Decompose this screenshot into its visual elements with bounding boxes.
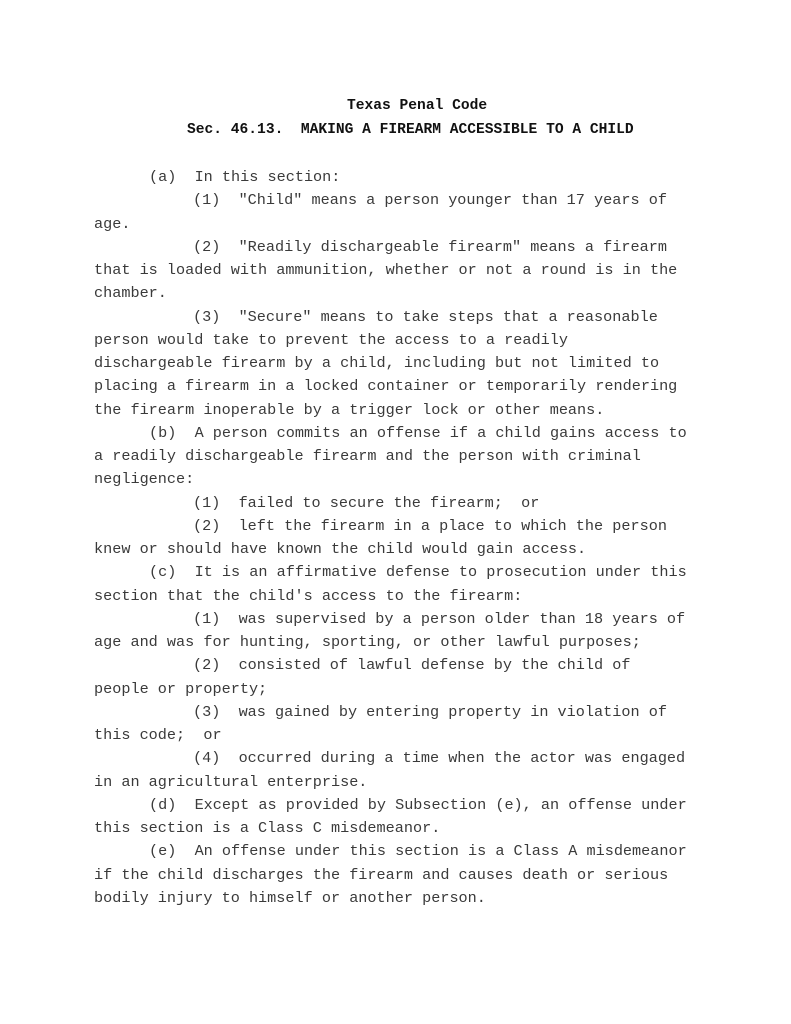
- text-line: (3) was gained by entering property in violation of: [193, 702, 667, 721]
- text-line: in an agricultural enterprise.: [94, 772, 368, 791]
- text-line: (3) "Secure" means to take steps that a reasonable: [193, 307, 658, 326]
- text-line: placing a firearm in a locked container or temporarily rendering: [94, 377, 678, 396]
- text-line: section that the child's access to the firearm:: [94, 586, 523, 605]
- text-line: (2) left the firearm in a place to which the person: [193, 516, 667, 535]
- text-line: age.: [94, 214, 131, 233]
- text-line: (c) It is an affirmative defense to prosecution under this: [149, 563, 687, 582]
- text-line: a readily dischargeable firearm and the person with criminal: [94, 447, 641, 465]
- text-line: age and was for hunting, sporting, or other lawful purposes;: [94, 633, 641, 651]
- text-line: this section is a Class C misdemeanor.: [94, 819, 441, 837]
- text-line: person would take to prevent the access to a readily: [94, 330, 568, 349]
- text-line: (b) A person commits an offense if a child gains access to: [149, 423, 687, 442]
- text-line: (1) failed to secure the firearm; or: [193, 493, 540, 512]
- text-line: (1) "Child" means a person younger than 17 years of: [193, 191, 667, 210]
- text-line: the firearm inoperable by a trigger lock or other means.: [94, 400, 605, 419]
- text-line: (1) was supervised by a person older than 18 years of: [193, 609, 686, 628]
- text-line: if the child discharges the firearm and causes death or serious: [94, 865, 669, 884]
- text-line: (e) An offense under this section is a Class A misdemeanor: [149, 842, 687, 861]
- text-line: this code; or: [94, 726, 222, 744]
- text-line: chamber.: [94, 284, 167, 303]
- text-line: (d) Except as provided by Subsection (e), an offense under: [149, 795, 687, 814]
- statute-body: [94, 166, 774, 910]
- document-title: Texas Penal Code: [347, 98, 488, 114]
- text-line: (4) occurred during a time when the actor was engaged: [193, 749, 686, 768]
- text-line: (2) "Readily dischargeable firearm" means a firearm: [193, 237, 667, 256]
- text-line: (2) consisted of lawful defense by the child of: [193, 656, 631, 675]
- text-line: dischargeable firearm by a child, including but not limited to: [94, 354, 660, 372]
- text-line: that is loaded with ammunition, whether or not a round is in the: [94, 261, 678, 279]
- text-line: bodily injury to himself or another person.: [94, 888, 486, 907]
- section-heading: Sec. 46.13. MAKING A FIREARM ACCESSIBLE TO A CHILD: [187, 122, 634, 138]
- text-line: (a) In this section:: [149, 168, 341, 186]
- text-line: negligence:: [94, 470, 195, 489]
- text-line: people or property;: [94, 679, 268, 698]
- text-line: knew or should have known the child would gain access.: [94, 540, 587, 558]
